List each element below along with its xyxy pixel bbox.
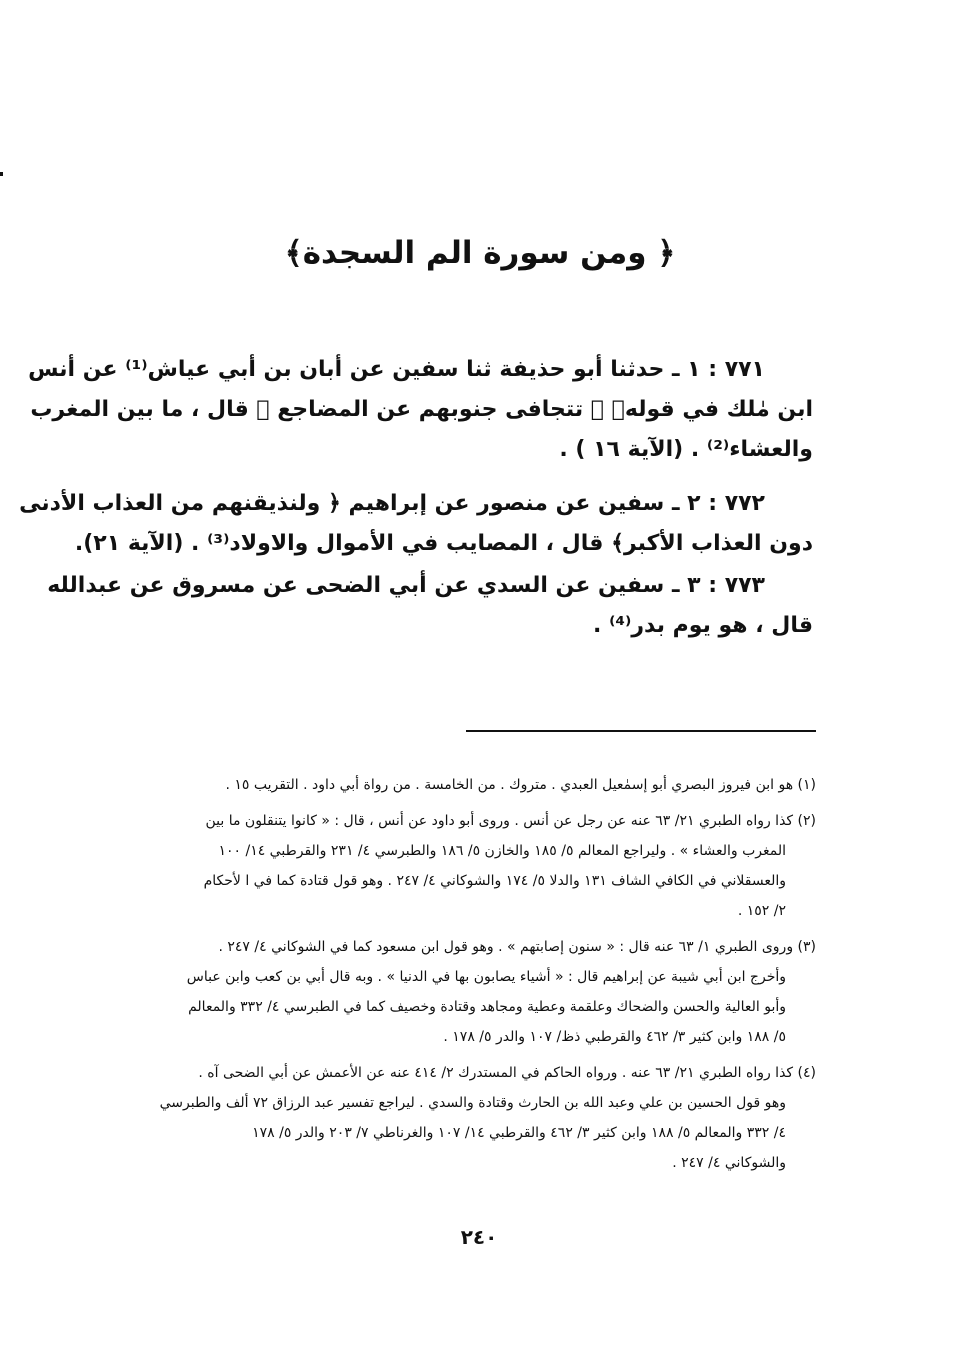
footnote-line: وأخرج ابن أبي شيبة عن إبراهيم قال : « أشياء يصابون بها في الدنيا » . وبه قال أبي بن كعب وابن عباس	[186, 969, 786, 985]
page-number: ٢٤٠	[460, 1225, 498, 1249]
hadith-772	[19, 484, 813, 564]
footnote-1	[118, 770, 816, 800]
footnote-line: (١) هو ابن فيروز البصري أبو إسمٰعيل العبدي . متروك . من الخامسة . من رواة أبي داود . التقريب ١٥ .	[225, 777, 816, 793]
hadith-line: والعشاء⁽²⁾ . (الآية ١٦ ) .	[559, 437, 813, 462]
footnote-4	[118, 1058, 816, 1178]
footnote-separator	[466, 730, 816, 732]
footnote-line: والشوكاني ٤/ ٢٤٧ .	[672, 1155, 786, 1171]
footnote-2	[118, 806, 816, 926]
footnote-line: وهو قول الحسين بن علي وعبد الله بن الحارث وقتادة والسدي . ليراجع تفسير عبد الرزاق ٧٢ ألف والطبرسي	[159, 1095, 786, 1111]
footnote-line: المغرب والعشاء » . وليراجع المعالم ٥/ ١٨٥ والخازن ٥/ ١٨٦ والطبرسي ٤/ ٢٣١ والقرطبي ١٤/ ١٠٠	[218, 843, 786, 859]
footnote-line: وأبو العالية والحسن والضحاك وعلقمة وعطية ومجاهد وقتادة وخصيف كما في الطبرسي ٤/ ٣٣٢ والمعالم	[188, 999, 786, 1015]
footnote-line: ٥/ ١٨٨ وابن كثير ٣/ ٤٦٢ والقرطبي ذظ/ ١٠٧ والدر ٥/ ١٧٨ .	[443, 1029, 786, 1045]
hadith-773	[47, 566, 813, 646]
footnote-line: (٢) كذا رواه الطبري ٢١/ ٦٣ عنه عن رجل عن أنس . وروى أبو داود عن أنس ، قال : « كانوا يتنقلون ما بين	[205, 813, 816, 829]
footnote-line: ٤/ ٣٣٢ والمعالم ٥/ ١٨٨ وابن كثير ٣/ ٤٦٢ والقرطبي ١٤/ ١٠٧ والغرناطي ٧/ ٢٠٣ والدر ٥/ ١٧٨	[252, 1125, 786, 1141]
footnote-3	[118, 932, 816, 1052]
footnotes	[118, 770, 816, 1178]
scan-edge-mark	[0, 172, 3, 176]
hadith-771	[28, 350, 813, 470]
footnote-line: (٤) كذا رواه الطبري ٢١/ ٦٣ عنه . ورواه الحاكم في المستدرك ٢/ ٤١٤ عنه عن الأعمش عن أبي الضحى آه .	[198, 1065, 816, 1081]
hadith-line: ابن مٰلك في قولهٖ ﴿ تتجافى جنوبهم عن المضاجع ﴾ قال ، ما بين المغرب	[30, 397, 813, 422]
hadith-line: ٧٧١ : ١ ـ حدثنا أبو حذيفة ثنا سفين عن أبان بن أبي عياش⁽¹⁾ عن أنس	[28, 357, 765, 382]
hadith-line: قال ، هو يوم بدر⁽⁴⁾ .	[593, 613, 813, 638]
surah-heading: ﴿ ومن سورة الم السجدة﴾	[284, 235, 676, 271]
hadith-line: ٧٧٢ : ٢ ـ سفين عن منصور عن إبراهيم ﴿ ولنذيقنهم من العذاب الأدنى	[19, 491, 765, 516]
hadith-line: ٧٧٣ : ٣ ـ سفين عن السدي عن أبي الضحى عن مسروق عن عبدالله	[47, 573, 765, 598]
footnote-line: ٢/ ١٥٢ .	[737, 903, 786, 919]
footnote-line: (٣) وروى الطبري ١/ ٦٣ عنه قال : « سنون إصابتهم » . وهو قول ابن مسعود كما في الشوكاني ٤/ ٢٤٧ .	[218, 939, 816, 955]
footnote-line: والعسقلاني في الكافي الشاف ١٣١ والدلا ٥/ ١٧٤ والشوكاني ٤/ ٢٤٧ . وهو قول قتادة كما في ا لأحكام	[203, 873, 786, 889]
hadith-line: دون العذاب الأكبر﴾ قال ، المصايب في الأموال والاولاد⁽³⁾ . (الآية ٢١).	[74, 531, 813, 556]
